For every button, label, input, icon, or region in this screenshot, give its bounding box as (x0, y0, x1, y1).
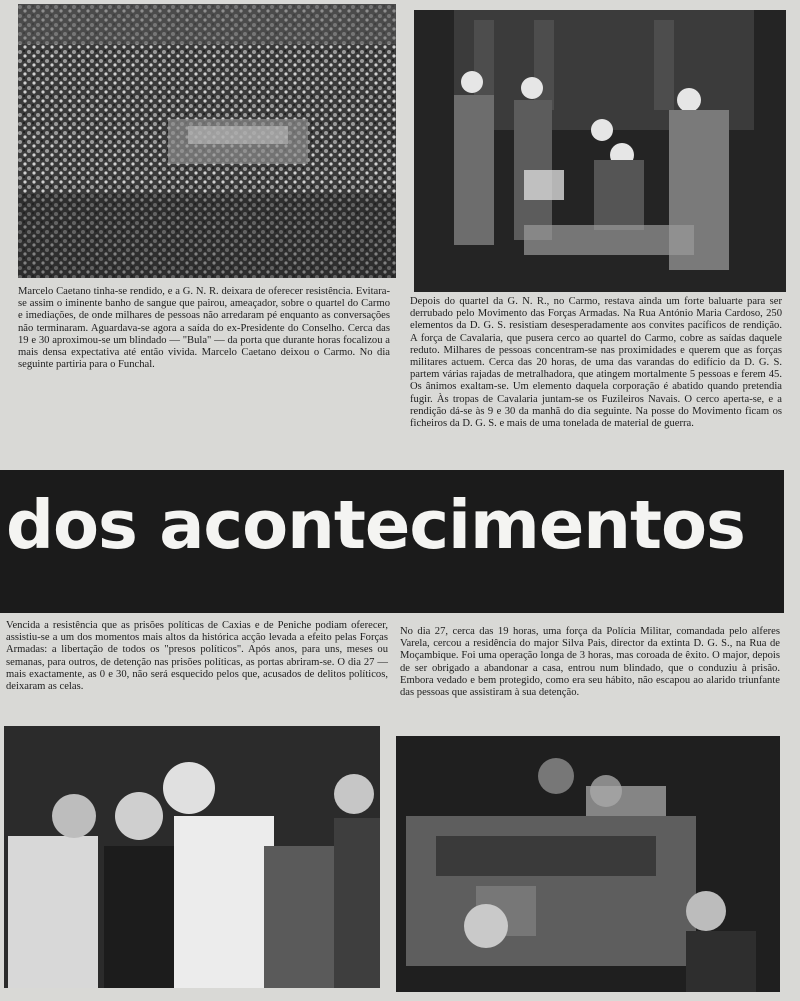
photo-crowd-carmo (18, 4, 396, 278)
photo-freed-prisoners (4, 726, 380, 988)
photo-soldiers-night (414, 10, 786, 292)
headline-banner (0, 470, 784, 613)
caption-caetano-surrender: Marcelo Caetano tinha-se rendido, e a G. N. R. deixara de oferecer resistência. Evitara-se assim o iminente banho de sangue que pairou, ameaçador, sobre o quartel do Carmo e imediações, de onde milhares de pessoas não arredaram pé enquanto as conversações não terminaram. Aguardava-se agora a saída do ex-Presidente do Conselho. Cerca das 19 e 30 aproximou-se um blindado — "Bula" — da porta que durante horas focalizou a mais densa expectativa até então vivida. Marcelo Caetano deixou o Carmo. No dia seguinte partiria para o Funchal. (18, 286, 390, 371)
caption-silva-pais-arrest: No dia 27, cerca das 19 horas, uma força da Polícia Militar, comandada pelo alferes Varela, cercou a residência do major Silva Pais, director da extinta D. G. S., na Rua de Moçambique. Foi uma operação longa de 3 horas, mas coroada de êxito. O major, depois de ser obrigado a abandonar a casa, entrou num blindado, que o conduziu à prisão. Embora vedado e bem protegido, como era seu hábito, não escapou ao alarido triunfante das pessoas que assistiram à sua detenção. (400, 626, 780, 699)
photo-armored-car-night (396, 736, 780, 992)
caption-political-prisoners: Vencida a resistência que as prisões políticas de Caxias e de Peniche podiam oferecer, assistiu-se a um dos momentos mais altos da histórica acção levada a efeito pelas Forças Armadas: a libertação de todos os "presos políticos". Após anos, para uns, meses ou semanas, para outros, de detenção nas prisões políticas, as portas abriram-se. O dia 27 — mais exactamente, as 0 e 30, não será esquecido pelos que, acusados de delitos políticos, deixaram as celas. (6, 620, 388, 693)
headline-title: dos acontecimentos (6, 486, 745, 564)
caption-dgs-siege: Depois do quartel da G. N. R., no Carmo, restava ainda um forte baluarte para ser derrubado pelo Movimento das Forças Armadas. Na Rua António Maria Cardoso, 250 elementos da D. G. S. resistiam desesperadamente aos convites pacíficos de rendição. A força de Cavalaria, que pusera cerco ao quartel do Carmo, cobre as saídas daquele reduto. Milhares de pessoas concentram-se nas proximidades e querem que as forças militares actuem. Cerca das 20 horas, de uma das varandas do edifício da D. G. S. partem várias rajadas de metralhadora, que atingem mortalmente 5 pessoas e ferem 45. Os ânimos exaltam-se. Um elemento daquela corporação é abatido quando pretendia fugir. Às tropas de Cavalaria juntam-se os Fuzileiros Navais. O cerco aperta-se, e a rendição dá-se às 9 e 30 da manhã do dia seguinte. Na posse do Movimento ficam os ficheiros da D. G. S. e mais de uma tonelada de material de guerra. (410, 296, 782, 430)
